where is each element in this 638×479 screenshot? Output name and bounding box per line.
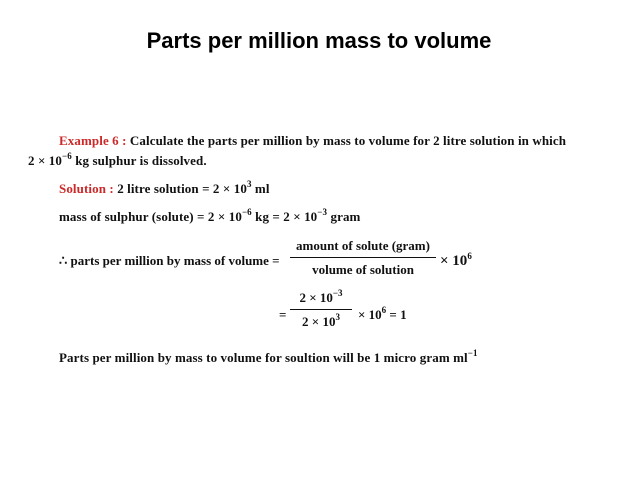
slide-title: Parts per million mass to volume (146, 28, 492, 53)
solution-line-1: Solution : 2 litre solution = $2 \times 10^3$ ml (59, 179, 270, 196)
example-text-1: Calculate the parts per million by mass to volume for 2 litre solution in which (129, 133, 567, 148)
example-line-2: $2 \times 10^{-6}$ kg sulphur is dissolved. (28, 151, 207, 168)
calc-numerator: $2 \times 10^{-3}$ (299, 288, 343, 305)
formula-numerator: amount of solute (gram) (296, 238, 430, 253)
formula-lhs: ∴ parts per million by mass of volume = (59, 253, 280, 268)
calc-fraction (290, 290, 352, 330)
solution-line-2: mass of sulphur (solute) = $2 \times 10^{-6}$ kg = $2 \times 10^{-3}$ gram (59, 207, 361, 224)
calc-result: × $10^6 = 1$ (358, 305, 407, 322)
calc-equals: = (279, 307, 287, 322)
solution-label: Solution : (59, 181, 114, 196)
formula-denominator: volume of solution (312, 262, 414, 277)
conclusion-line: Parts per million by mass to volume for soultion will be 1 micro gram $ml^{-1}$ (59, 348, 478, 365)
formula-fraction (290, 238, 436, 278)
therefore-symbol: ∴ (59, 253, 68, 268)
example-line-1 (59, 133, 566, 149)
calc-denominator: $2 \times 10^3$ (302, 312, 340, 329)
formula-multiplier: × $10^6$ (440, 251, 472, 269)
example-label: Example 6 : (59, 133, 127, 148)
